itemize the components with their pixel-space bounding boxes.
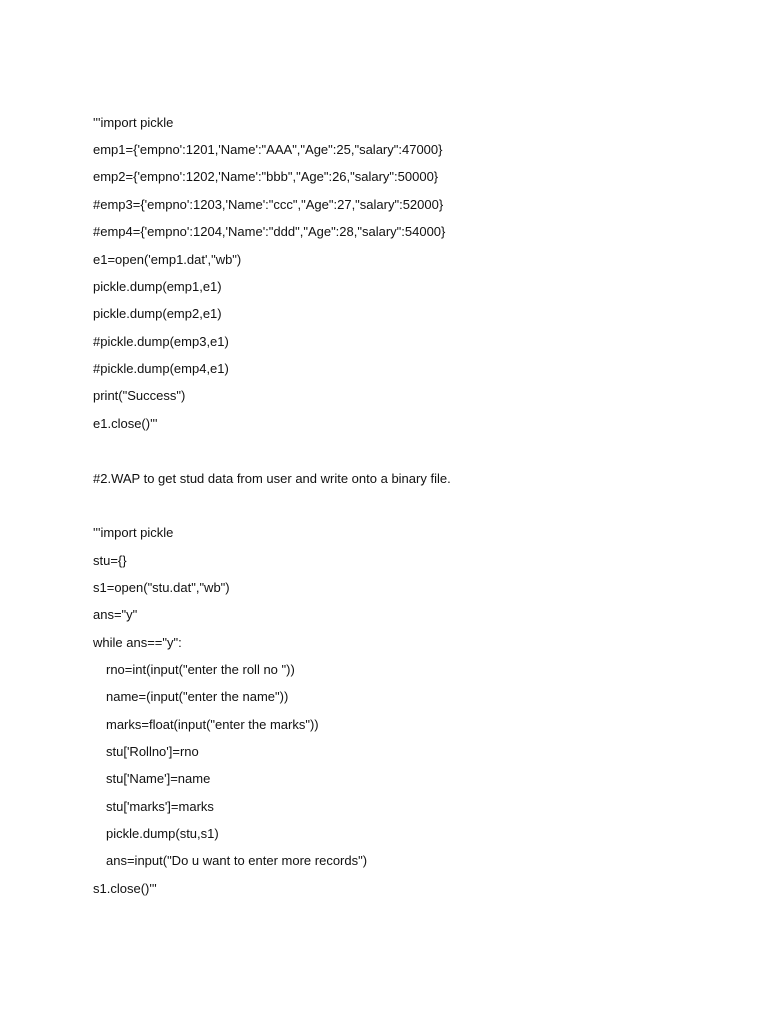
code-line: '''import pickle <box>93 525 174 540</box>
code-line: ans=input("Do u want to enter more records") <box>106 853 368 868</box>
code-line: rno=int(input("enter the roll no ")) <box>106 662 295 677</box>
code-line: pickle.dump(emp2,e1) <box>93 306 222 321</box>
code-line: stu['Rollno']=rno <box>106 744 199 759</box>
code-line: #pickle.dump(emp4,e1) <box>93 361 229 376</box>
section-heading: #2.WAP to get stud data from user and write onto a binary file. <box>93 471 451 486</box>
code-line: #emp3={'empno':1203,'Name':"ccc","Age":27,"salary":52000} <box>93 197 444 212</box>
code-line: name=(input("enter the name")) <box>106 689 289 704</box>
code-line: s1.close()''' <box>93 881 157 896</box>
code-line: e1=open('emp1.dat',"wb") <box>93 252 242 267</box>
code-line: '''import pickle <box>93 115 174 130</box>
code-line: #pickle.dump(emp3,e1) <box>93 334 229 349</box>
code-line: marks=float(input("enter the marks")) <box>106 717 319 732</box>
code-line: emp1={'empno':1201,'Name':"AAA","Age":25,"salary":47000} <box>93 142 443 157</box>
code-line: print("Success") <box>93 388 186 403</box>
code-line: pickle.dump(stu,s1) <box>106 826 219 841</box>
code-line: pickle.dump(emp1,e1) <box>93 279 222 294</box>
code-line: stu={} <box>93 553 127 568</box>
code-line: e1.close()''' <box>93 416 158 431</box>
code-line: #emp4={'empno':1204,'Name':"ddd","Age":28,"salary":54000} <box>93 224 446 239</box>
code-line: stu['marks']=marks <box>106 799 214 814</box>
code-line: stu['Name']=name <box>106 771 211 786</box>
code-line: while ans=="y": <box>93 635 182 650</box>
code-line: emp2={'empno':1202,'Name':"bbb","Age":26,"salary":50000} <box>93 169 439 184</box>
code-line: ans="y" <box>93 607 138 622</box>
code-line: s1=open("stu.dat","wb") <box>93 580 230 595</box>
